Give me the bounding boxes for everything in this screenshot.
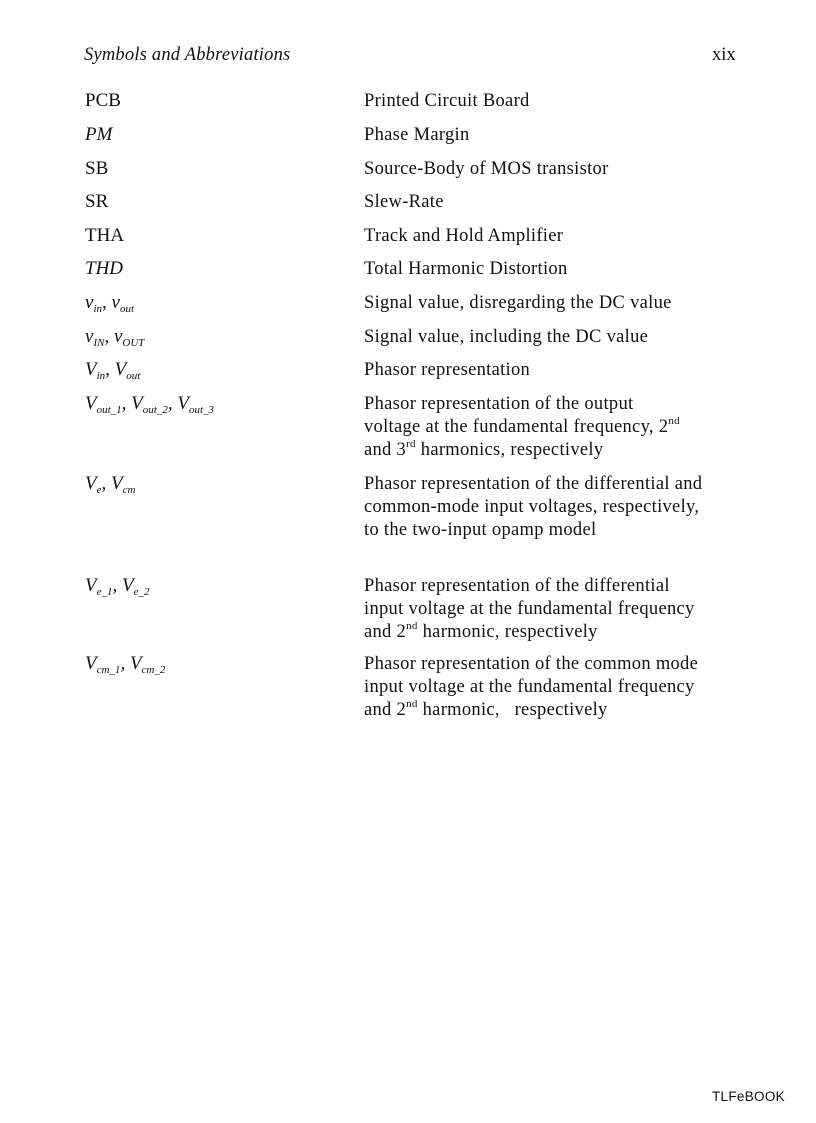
entry-symbol: $v_{IN}$, $v_{OUT}$ (85, 326, 145, 349)
entry-symbol: THA (85, 225, 125, 246)
entry-definition: Phase Margin (364, 125, 470, 145)
entry-definition: Slew-Rate (364, 192, 444, 212)
entry-definition: Phasor representation (364, 360, 531, 380)
entry-definition: Phasor representation of the differential input voltage at the fundamental frequency and 2nd harmonic, respectively (364, 576, 695, 643)
entry-symbol: $V_{e\_1}$, $V_{e\_2}$ (85, 575, 150, 598)
page-number: xix (712, 45, 736, 65)
entry-symbol: SB (85, 158, 109, 179)
entry-definition: Signal value, including the DC value (364, 327, 649, 347)
entry-definition: Phasor representation of the output voltage at the fundamental frequency, 2nd and 3rd harmonics, respectively (364, 394, 680, 461)
entry-symbol: $V_{out\_1}$, $V_{out\_2}$, $V_{out\_3}$ (85, 393, 215, 416)
entry-symbol: THD (85, 258, 124, 279)
entry-symbol: $V_{in}$, $V_{out}$ (85, 359, 141, 382)
entry-symbol: SR (85, 191, 109, 212)
entry-definition: Signal value, disregarding the DC value (364, 293, 672, 313)
entry-symbol: PCB (85, 90, 121, 111)
entry-symbol: $V_e$, $V_{cm}$ (85, 473, 136, 496)
entry-definition: Printed Circuit Board (364, 91, 530, 111)
entry-definition: Total Harmonic Distortion (364, 259, 568, 279)
entry-definition: Track and Hold Amplifier (364, 226, 564, 246)
entry-symbol: $v_{in}$, $v_{out}$ (85, 292, 134, 315)
entry-symbol: $V_{cm\_1}$, $V_{cm\_2}$ (85, 653, 166, 676)
entry-definition: Source-Body of MOS transistor (364, 159, 609, 179)
running-title: Symbols and Abbreviations (84, 45, 291, 65)
entry-definition: Phasor representation of the common mode input voltage at the fundamental frequency and 2nd harmonic, respectively (364, 654, 705, 721)
footer-watermark: TLFeBOOK (712, 1089, 785, 1104)
entry-definition: Phasor representation of the differential and common-mode input voltages, respectively, to the two-input opamp model (364, 474, 703, 541)
entry-symbol: PM (85, 124, 113, 145)
